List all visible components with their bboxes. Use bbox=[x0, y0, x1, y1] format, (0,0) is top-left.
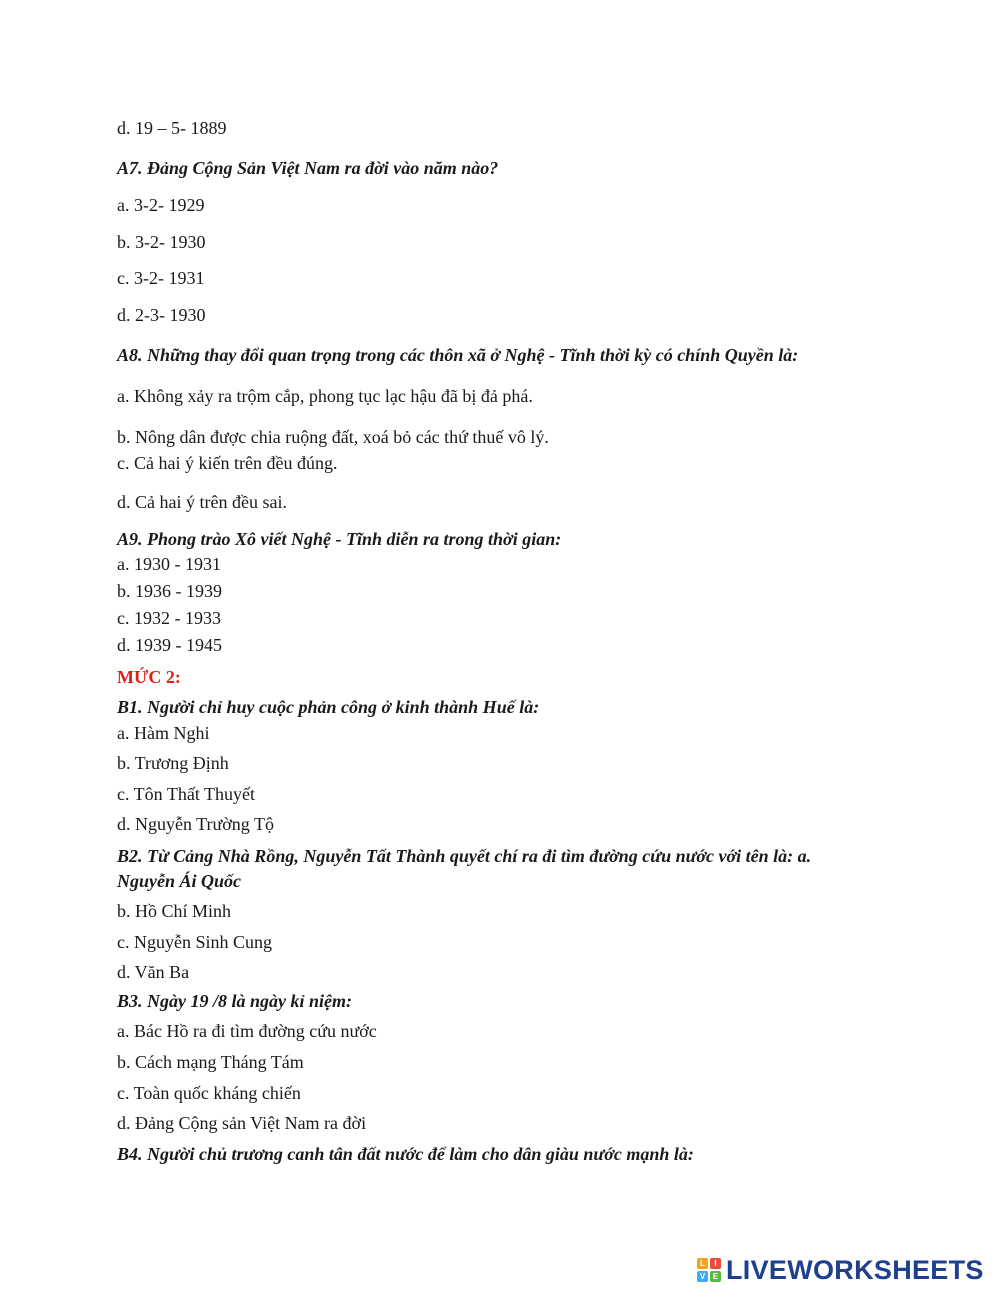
level-heading: MỨC 2: bbox=[117, 667, 181, 687]
answer-option: a. 1930 - 1931 bbox=[117, 554, 221, 574]
answer-option: c. 1932 - 1933 bbox=[117, 608, 221, 628]
logo-mark-letter: L bbox=[697, 1258, 708, 1269]
answer-option: b. Cách mạng Tháng Tám bbox=[117, 1052, 304, 1072]
question-a8: A8. Những thay đổi quan trọng trong các thôn xã ở Nghệ - Tĩnh thời kỳ có chính Quyền là: bbox=[117, 345, 799, 365]
answer-option: b. 3-2- 1930 bbox=[117, 232, 206, 252]
answer-option: c. 3-2- 1931 bbox=[117, 268, 205, 288]
answer-option: d. Văn Ba bbox=[117, 962, 190, 982]
question-b4: B4. Người chủ trương canh tân đất nước để làm cho dân giàu nước mạnh là: bbox=[117, 1144, 694, 1164]
question-b3: B3. Ngày 19 /8 là ngày kỉ niệm: bbox=[117, 991, 352, 1011]
answer-option: a. Không xảy ra trộm cắp, phong tục lạc hậu đã bị đả phá. bbox=[117, 386, 533, 406]
logo-mark-letter: V bbox=[697, 1271, 708, 1282]
question-a7: A7. Đảng Cộng Sản Việt Nam ra đời vào năm nào? bbox=[117, 158, 499, 178]
question-a9: A9. Phong trào Xô viết Nghệ - Tĩnh diễn ra trong thời gian: bbox=[117, 529, 562, 549]
answer-option: c. Cả hai ý kiến trên đều đúng. bbox=[117, 453, 338, 473]
question-b1: B1. Người chỉ huy cuộc phản công ở kinh thành Huế là: bbox=[117, 697, 540, 717]
logo-wordmark: LIVEWORKSHEETS bbox=[726, 1254, 984, 1285]
answer-option: c. Nguyễn Sinh Cung bbox=[117, 932, 272, 952]
answer-option: b. 1936 - 1939 bbox=[117, 581, 222, 601]
answer-option: b. Nông dân được chia ruộng đất, xoá bỏ các thứ thuế vô lý. bbox=[117, 427, 549, 447]
answer-option: d. 2-3- 1930 bbox=[117, 305, 206, 325]
answer-option: d. Cả hai ý trên đều sai. bbox=[117, 492, 287, 512]
liveworksheets-logo bbox=[697, 1254, 984, 1286]
answer-option: a. 3-2- 1929 bbox=[117, 195, 205, 215]
answer-option: a. Bác Hồ ra đi tìm đường cứu nước bbox=[117, 1021, 377, 1041]
answer-option: d. Nguyễn Trường Tộ bbox=[117, 814, 274, 834]
answer-option: c. Toàn quốc kháng chiến bbox=[117, 1083, 301, 1103]
logo-mark-letter: I bbox=[710, 1258, 721, 1269]
answer-option: d. Đảng Cộng sản Việt Nam ra đời bbox=[117, 1113, 367, 1133]
question-b2: B2. Từ Cảng Nhà Rồng, Nguyễn Tất Thành quyết chí ra đi tìm đường cứu nước với tên là: a. bbox=[117, 846, 812, 866]
logo-mark-icon bbox=[697, 1258, 721, 1282]
answer-option: c. Tôn Thất Thuyết bbox=[117, 784, 255, 804]
answer-option: b. Hồ Chí Minh bbox=[117, 901, 232, 921]
logo-mark-letter: E bbox=[710, 1271, 721, 1282]
answer-option: a. Hàm Nghi bbox=[117, 723, 210, 743]
answer-option: d. 1939 - 1945 bbox=[117, 635, 222, 655]
question-b2-continued: Nguyễn Ái Quốc bbox=[117, 871, 242, 891]
answer-option: d. 19 – 5- 1889 bbox=[117, 118, 227, 138]
answer-option: b. Trương Định bbox=[117, 753, 229, 773]
